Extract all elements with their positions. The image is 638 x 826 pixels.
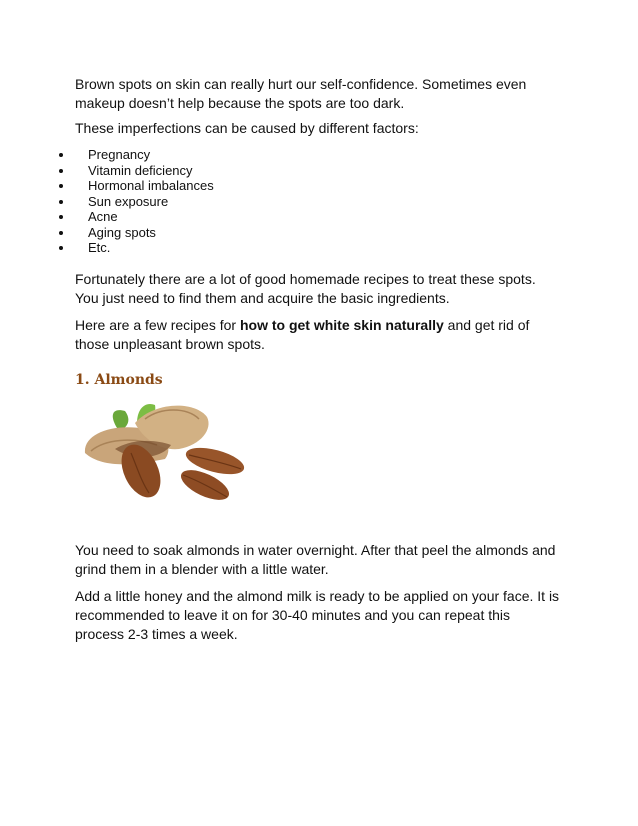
list-item: Etc. xyxy=(58,240,214,256)
bullet-icon xyxy=(59,215,63,219)
factors-list xyxy=(58,147,214,256)
intro-line-2: makeup doesn’t help because the spots are too dark. xyxy=(75,95,405,111)
bullet-icon xyxy=(59,200,63,204)
list-item: Pregnancy xyxy=(58,147,214,163)
fortunately-line-2: You just need to find them and acquire the basic ingredients. xyxy=(75,290,450,306)
fortunately-line-1: Fortunately there are a lot of good homemade recipes to treat these spots. xyxy=(75,271,536,287)
recipes-intro-paragraph: Here are a few recipes for how to get white skin naturally and get rid of those unpleasant brown spots. xyxy=(75,317,530,352)
list-item: Aging spots xyxy=(58,225,214,241)
bullet-icon xyxy=(59,153,63,157)
keyword-link-text: how to get white skin naturally xyxy=(239,317,444,333)
list-item: Sun exposure xyxy=(58,194,214,210)
almonds-photo xyxy=(75,393,255,505)
list-item: Hormonal imbalances xyxy=(58,178,214,194)
fortunately-paragraph xyxy=(75,270,575,308)
bullet-icon xyxy=(59,246,63,250)
list-item: Vitamin deficiency xyxy=(58,163,214,179)
factors-intro: These imperfections can be caused by different factors: xyxy=(75,120,419,136)
bullet-icon xyxy=(59,169,63,173)
almond-paragraph-1: You need to soak almonds in water overnight. After that peel the almonds and grind them in a blender with a little water. xyxy=(75,542,556,577)
intro-line-1: Brown spots on skin can really hurt our self-confidence. Sometimes even xyxy=(75,76,527,92)
section-heading: 1. Almonds xyxy=(75,372,163,388)
list-item: Acne xyxy=(58,209,214,225)
bullet-icon xyxy=(59,184,63,188)
intro-paragraph xyxy=(75,75,575,113)
almond-paragraph-2: Add a little honey and the almond milk is ready to be applied on your face. It is recommended to leave it on for 30-40 minutes and you can repeat this process 2-3 times a week. xyxy=(75,588,560,642)
bullet-icon xyxy=(59,231,63,235)
